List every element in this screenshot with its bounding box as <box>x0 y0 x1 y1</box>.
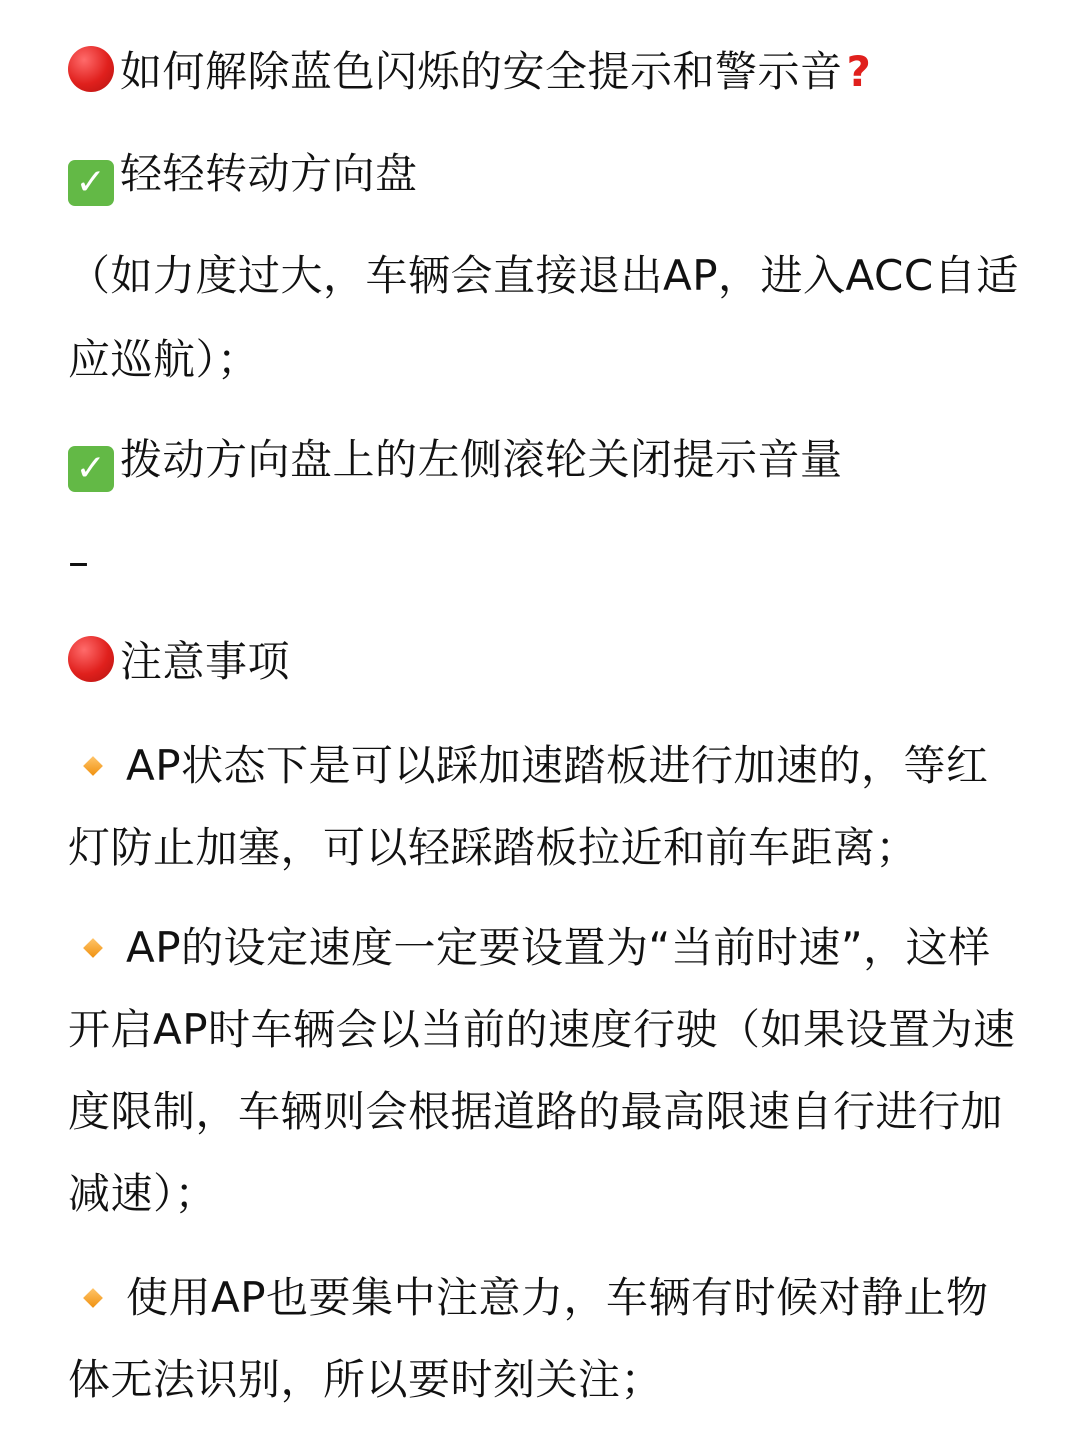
red-circle-icon <box>68 636 114 682</box>
bullet-text: AP状态下是可以踩加速踏板进行加速的，等红 <box>126 741 989 790</box>
heading-precautions <box>68 620 1028 704</box>
bullet-1-line-1 <box>68 724 1028 808</box>
tip-scroll-wheel <box>68 418 1028 502</box>
note-line-2: 应巡航）； <box>68 335 260 384</box>
check-mark-button-icon: ✓ <box>68 446 114 492</box>
bullet-3-line-2: 体无法识别，所以要时刻关注； <box>68 1355 664 1404</box>
heading-text: 如何解除蓝色闪烁的安全提示和警示音 <box>120 47 843 96</box>
bullet-2-line-1 <box>68 906 1028 990</box>
bullet-text: 使用AP也要集中注意力，车辆有时候对静止物 <box>126 1273 989 1322</box>
bullet-2-line-3: 度限制，车辆则会根据道路的最高限速自行进行加 <box>68 1087 1004 1136</box>
check-mark-button-icon: ✓ <box>68 160 114 206</box>
orange-diamond-icon <box>83 756 103 776</box>
note-line-1: （如力度过大，车辆会直接退出AP，进入ACC自适 <box>68 251 1019 300</box>
bullet-2-line-4: 减速）； <box>68 1169 218 1218</box>
bullet-text: AP的设定速度一定要设置为“当前时速”，这样 <box>126 923 991 972</box>
bullet-3-line-1 <box>68 1256 1028 1340</box>
orange-diamond-icon <box>83 1288 103 1308</box>
bullet-1-line-2: 灯防止加塞，可以轻踩踏板拉近和前车距离； <box>68 823 919 872</box>
heading-remove-blue-flashing <box>68 30 1028 114</box>
tip-text: 轻轻转动方向盘 <box>120 149 418 198</box>
heading-text: 注意事项 <box>120 637 291 686</box>
red-circle-icon <box>68 46 114 92</box>
tip-text: 拨动方向盘上的左侧滚轮关闭提示音量 <box>120 435 843 484</box>
tip-turn-steering-wheel <box>68 132 1028 216</box>
red-question-mark-icon: ? <box>846 47 872 96</box>
separator-dash: – <box>68 537 90 586</box>
orange-diamond-icon <box>83 938 103 958</box>
bullet-2-line-2: 开启AP时车辆会以当前的速度行驶（如果设置为速 <box>68 1005 1016 1054</box>
